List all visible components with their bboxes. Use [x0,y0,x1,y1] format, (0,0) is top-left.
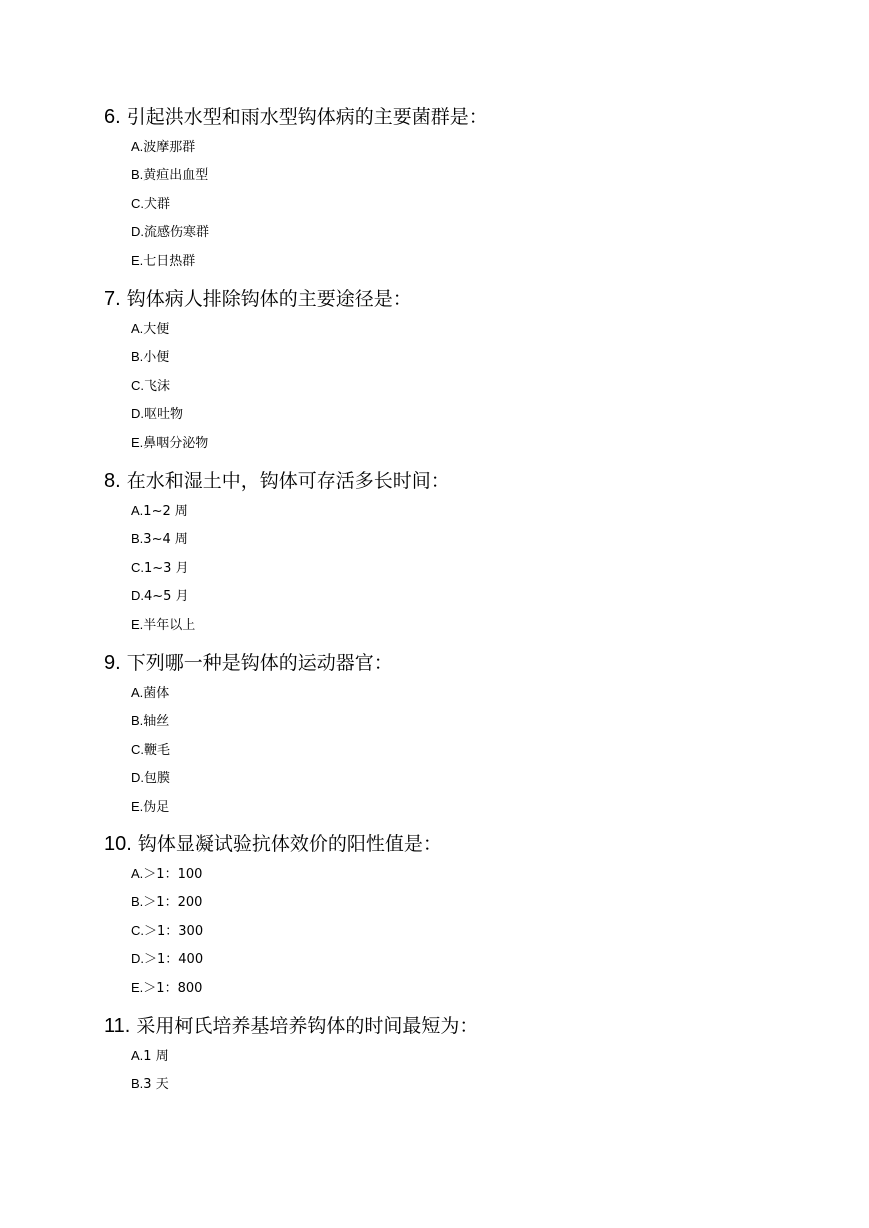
question-title [104,105,824,129]
option-list [131,501,851,643]
question-number: 10. [104,833,132,855]
option-list [131,137,851,279]
option-d: D.＞1：400 [131,951,204,968]
question-text: 钩体病人排除钩体的主要途径是： [126,288,412,310]
option-a: A.大便 [131,321,170,337]
question-number: 9. [104,652,121,674]
question-number: 8. [104,470,121,492]
question-10 [104,832,824,998]
question-title [104,832,824,856]
option-b: B.＞1：200 [131,894,203,911]
option-list [131,864,851,1006]
question-11 [104,1014,824,1095]
option-a: A.波摩那群 [131,139,196,155]
option-e: E.鼻咽分泌物 [131,434,209,451]
option-a: A.＞1：100 [131,866,203,882]
option-e: E.＞1：800 [131,979,203,996]
option-c: C.犬群 [131,195,171,212]
question-text: 在水和湿土中，钩体可存活多长时间： [126,470,450,492]
question-text: 钩体显凝试验抗体效价的阳性值是： [137,833,442,855]
option-b: B.轴丝 [131,713,170,730]
question-number: 6. [104,106,121,128]
question-title [104,1014,824,1038]
option-d: D.呕吐物 [131,406,184,423]
question-title [104,287,824,311]
option-a: A.1 周 [131,1048,169,1064]
question-number: 11. [104,1015,131,1037]
option-a: A.菌体 [131,685,170,701]
question-title [104,651,824,675]
option-c: C.＞1：300 [131,922,204,939]
question-text: 引起洪水型和雨水型钩体病的主要菌群是： [126,106,488,128]
option-c: C.鞭毛 [131,741,171,758]
option-a: A.1~2 周 [131,503,188,519]
option-b: B.小便 [131,349,170,366]
question-text: 下列哪一种是钩体的运动器官： [126,652,393,674]
option-b: B.黄疸出血型 [131,167,209,184]
option-e: E.半年以上 [131,616,196,633]
option-d: D.流感伤寒群 [131,224,210,241]
question-6 [104,105,824,271]
option-b: B.3~4 周 [131,531,188,548]
option-list [131,319,851,461]
option-c: C.飞沫 [131,377,171,394]
option-d: D.包膜 [131,770,171,787]
option-d: D.4~5 月 [131,588,189,605]
question-9 [104,651,824,817]
question-7 [104,287,824,453]
option-list [131,1046,851,1103]
option-e: E.七日热群 [131,252,196,269]
question-8 [104,469,824,635]
option-b: B.3 天 [131,1076,169,1093]
question-text: 采用柯氏培养基培养钩体的时间最短为： [136,1015,479,1037]
option-list [131,683,851,825]
option-e: E.伪足 [131,798,170,815]
question-title [104,469,824,493]
option-c: C.1~3 月 [131,559,189,576]
question-number: 7. [104,288,121,310]
